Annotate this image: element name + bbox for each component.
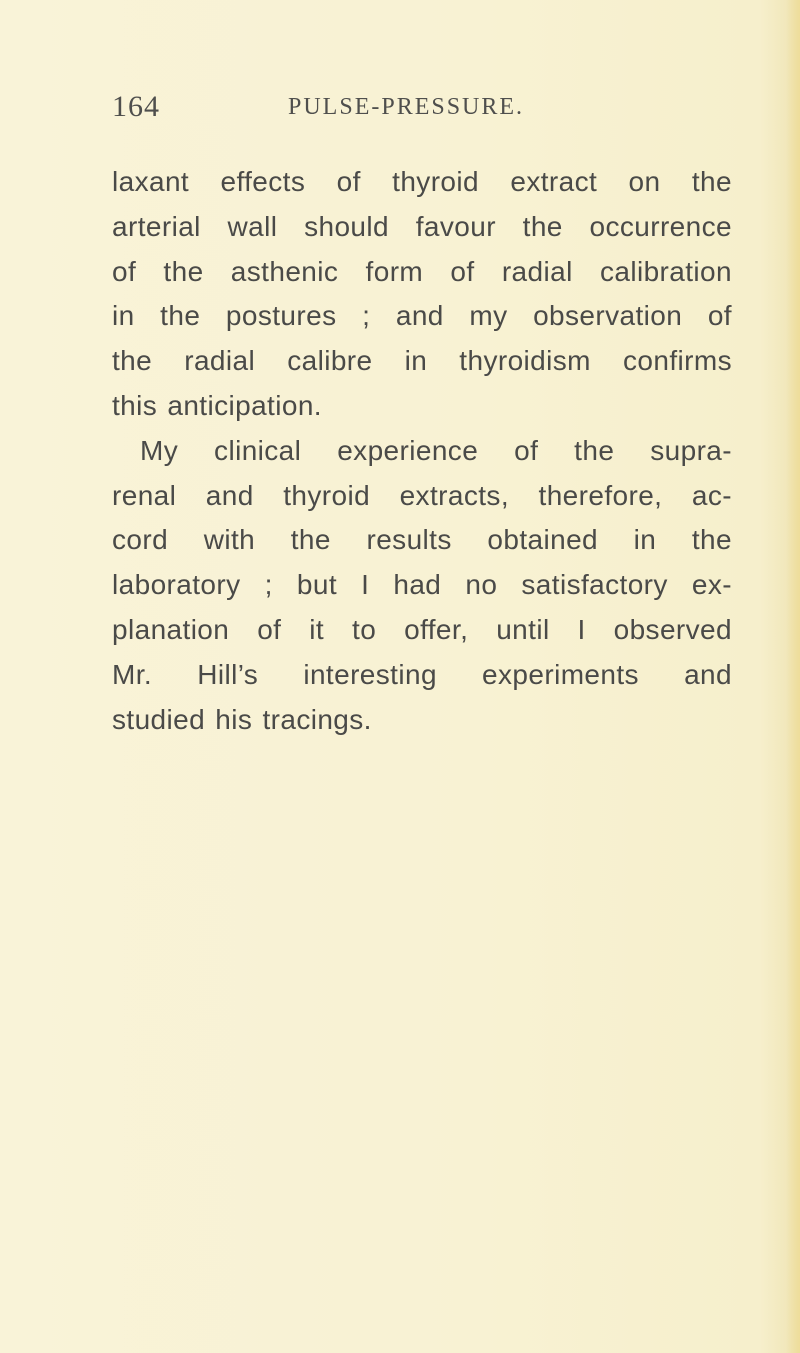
running-head: PULSE-PRESSURE. [288,94,525,120]
page-edge-shading [786,0,800,1353]
text-line: cord with the results obtained in the [112,524,732,556]
text-line: renal and thyroid extracts, therefore, ac- [112,479,732,511]
text-line: planation of it to offer, until I observed [112,613,732,645]
text-line: the radial calibre in thyroidism confirms [112,345,732,377]
text-line: studied his tracings. [112,703,372,735]
body-text [112,160,732,742]
text-line: Mr. Hill’s interesting experiments and [112,658,732,690]
text-line: laxant effects of thyroid extract on the [112,166,732,197]
text-line: in the postures ; and my observation of [112,300,732,332]
page-header [112,90,712,130]
text-line: this anticipation. [112,389,322,421]
text-line: laboratory ; but I had no satisfactory ex- [112,569,732,601]
text-line: arterial wall should favour the occurrence [112,210,732,242]
page-number: 164 [112,90,160,123]
text-line: My clinical experience of the supra- [140,434,732,466]
text-line: of the asthenic form of radial calibration [112,255,732,287]
